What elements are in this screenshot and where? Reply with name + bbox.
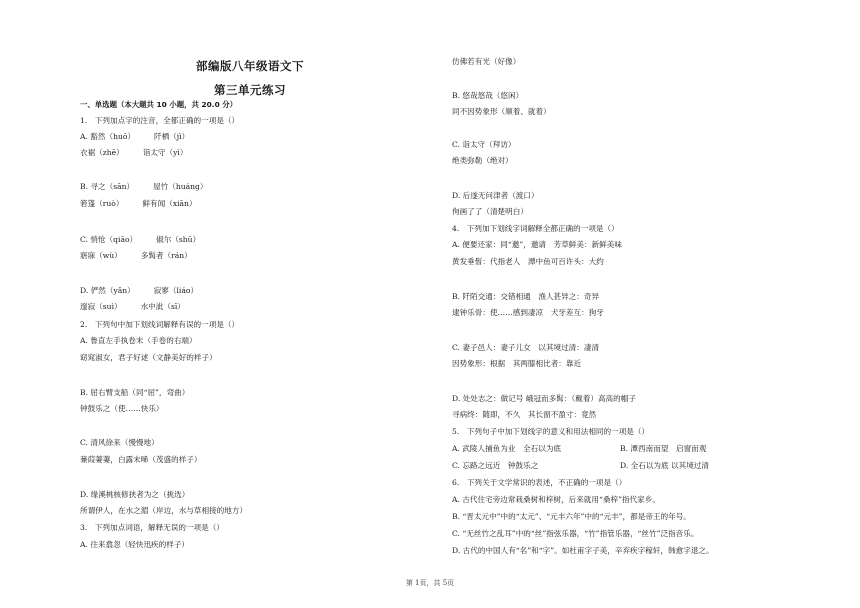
q3-option-d-line2: 佝画了了（清楚明白） [452, 207, 528, 216]
q4-option-c-line2: 因势象形：根据 其两膝相比者：靠近 [452, 359, 582, 368]
q3-option-a-line2: 仿佛若有光（好像） [452, 57, 521, 66]
q4-option-b-line2: 逮钟乐骨：使……感到凄凉 犬牙差互：狗牙 [452, 308, 604, 317]
page-footer: 第 1页，共 5页 [405, 579, 455, 587]
question-4: 4. 下列加下划线字词解释全都正确的一项是（） [452, 224, 619, 233]
q3-option-d-line1: D. 后遂无问津者（渡口） [452, 191, 539, 200]
q1-option-b-line1: B. 寻之（sān） 屋竹（huáng） [80, 182, 208, 191]
question-3: 3. 下列加点词语，解释无误的一项是（） [80, 523, 224, 532]
q2-option-c-line2: 蒹葭萋萋，白露未晞（茂盛的样子） [80, 455, 202, 464]
question-1: 1. 下列加点字的注音，全都正确的一项是（） [80, 116, 240, 125]
q1-option-a-line1: A. 豁然（huō） 阡栖（jì） [80, 132, 190, 141]
page-title: 部编版八年级语文下 [196, 59, 304, 73]
section-heading: 一、单选题（本大题共 10 小题，共 20.0 分） [80, 100, 238, 109]
question-6: 6. 下列关于文学常识的表述，不正确的一项是（） [452, 478, 627, 487]
q6-option-c: C. “无丝竹之乱耳”中的“丝”指弦乐器，“竹”指管乐器，“丝竹”泛指音乐。 [452, 529, 699, 538]
q2-option-d-line2: 所谓伊人，在水之湄（岸边，水与草相接的地方） [80, 506, 248, 515]
question-5: 5. 下列句子中加下划线字的意义和用法相同的一项是（） [452, 427, 650, 436]
q5-option-a: A. 武陵人捕鱼为业 全石以为底 [452, 444, 562, 453]
q4-option-c-line1: C. 妻子邑人：妻子儿女 以其境过清：凄清 [452, 343, 600, 352]
q1-option-d-line2: 邃寂（suì） 水中泚（sī） [80, 302, 185, 311]
q4-option-a-line2: 黄发垂髫：代指老人 潭中鱼可百许头：大约 [452, 257, 604, 266]
q2-option-b-line1: B. 屈右臂支船（同“屈”，弯曲） [80, 388, 190, 397]
q2-option-b-line2: 钟鼓乐之（使……快乐） [80, 404, 164, 413]
q1-option-c-line2: 寤寐（wù） 多髯者（rán） [80, 251, 192, 260]
q2-option-c-line1: C. 清风徐来（慢慢地） [80, 438, 159, 447]
q3-option-a-line1: A. 往来翕忽（轻快迅疾的样子） [80, 540, 190, 549]
q6-option-a: A. 古代住宅旁边常栽桑树和梓树，后来就用“桑梓”指代家乡。 [452, 495, 660, 504]
q2-option-d-line1: D. 缘溪桃核修狭者为之（挑选） [80, 490, 190, 499]
q3-option-b-line2: 同不因势象形（顺着、就着） [452, 107, 551, 116]
q5-option-d: D. 全石以为底 以其境过清 [620, 461, 709, 470]
q2-option-a-line2: 窈窕淑女，君子好逑（文静美好的样子） [80, 353, 217, 362]
q2-option-a-line1: A. 鲁直左手执卷末（手卷的右端） [80, 336, 197, 345]
q4-option-d-line2: 寻病终：随即，不久 其长窗不盈寸：竟然 [452, 410, 597, 419]
q1-option-d-line1: D. 俨然（yǎn） 寂寥（liáo） [80, 286, 199, 295]
q1-option-a-line2: 衣裾（zhē） 诣太守（yì） [80, 148, 188, 157]
q4-option-b-line1: B. 阡陌交通：交错相通 渔人甚异之：奇异 [452, 292, 600, 301]
question-2: 2. 下列句中加下划线词解释有误的一项是（） [80, 320, 240, 329]
page-subtitle: 第三单元练习 [214, 83, 286, 97]
q3-option-c-line2: 绝类弥勒（绝对） [452, 156, 513, 165]
q3-option-b-line1: B. 悠哉悠哉（悠闲） [452, 91, 524, 100]
q3-option-c-line1: C. 诣太守（拜访） [452, 140, 516, 149]
q6-option-b: B. “晋太元中”中的“太元”、“元丰六年”中的“元丰”，都是帝王的年号。 [452, 512, 691, 521]
q6-option-d: D. 古代的中国人有“名”和“字”。如杜甫字子美，辛弃疾字稼轩，韩愈字退之。 [452, 546, 714, 555]
q5-option-c: C. 忘路之远近 钟鼓乐之 [452, 461, 539, 470]
q1-option-b-line2: 箬篷（ruò） 鲜有闻（xiān） [80, 199, 197, 208]
q4-option-a-line1: A. 便要还家：同“邀”，邀请 芳草鲜美：新鲜美味 [452, 240, 622, 249]
q4-option-d-line1: D. 处处志之：做记号 峨冠而多髯：（戴着）高高的帽子 [452, 394, 636, 403]
q1-option-c-line1: C. 悄怆（qiāo） 俶尔（shū） [80, 235, 201, 244]
q5-option-b: B. 潭西南而望 启窗而观 [620, 444, 707, 453]
